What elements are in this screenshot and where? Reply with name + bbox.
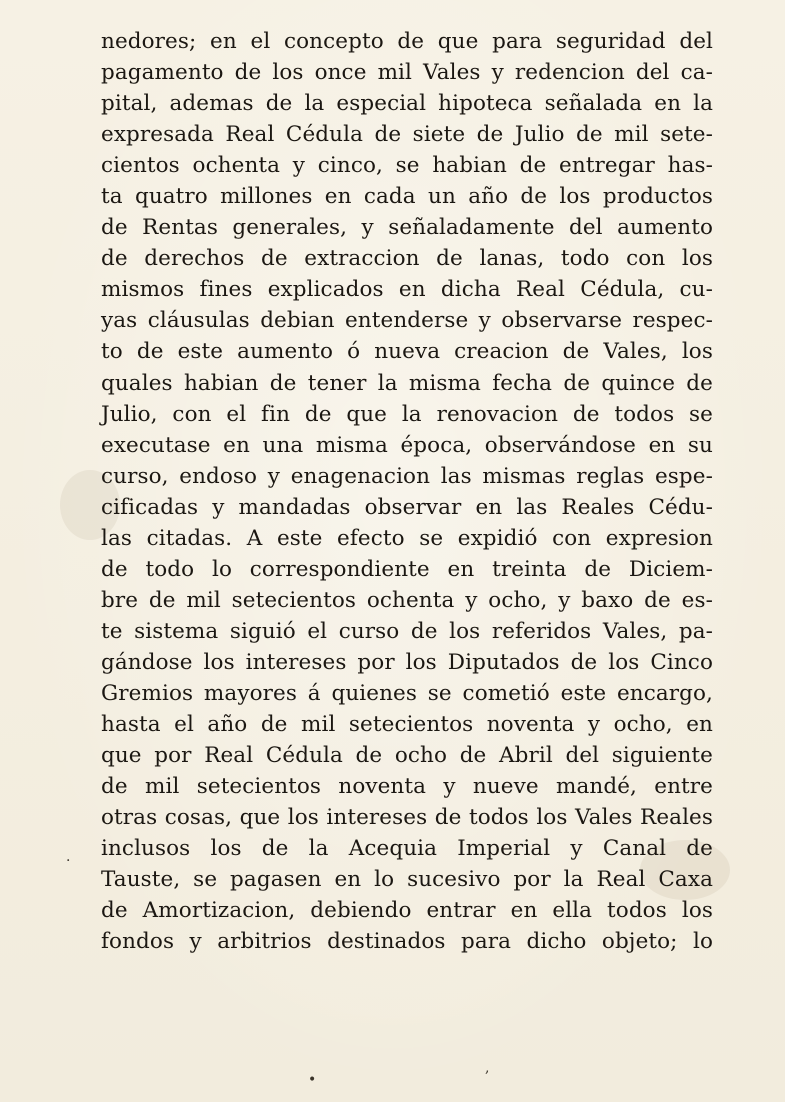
text-line: executase en una misma época, observándose en su	[101, 432, 713, 458]
text-line: de Amortizacion, debiendo entrar en ella todos los	[101, 898, 713, 924]
text-line: yas cláusulas debian entenderse y observarse respec-	[101, 308, 713, 334]
text-line: nedores; en el concepto de que para seguridad del	[101, 29, 713, 54]
text-line: de Rentas generales, y señaladamente del aumento	[101, 215, 713, 241]
text-line: mismos fines explicados en dicha Real Cédula, cu-	[101, 277, 713, 303]
text-line: pagamento de los once mil Vales y redencion del ca-	[101, 60, 713, 86]
text-line: te sistema siguió el curso de los referidos Vales, pa-	[101, 618, 713, 644]
text-line: de derechos de extraccion de lanas, todo con los	[101, 246, 713, 272]
text-line: pital, ademas de la especial hipoteca señalada en la	[101, 91, 713, 117]
text-line: hasta el año de mil setecientos noventa y ocho, en	[101, 712, 713, 738]
text-line: de mil setecientos noventa y nueve mandé, entre	[101, 774, 713, 800]
text-line: fondos y arbitrios destinados para dicho objeto; lo	[101, 929, 713, 955]
text-line: Gremios mayores á quienes se cometió este encargo,	[101, 680, 713, 706]
text-line: Tauste, se pagasen en lo sucesivo por la Real Caxa	[101, 867, 713, 893]
body-text	[101, 26, 713, 957]
text-line: de todo lo correspondiente en treinta de Diciem-	[101, 556, 713, 582]
text-line: las citadas. A este efecto se expidió con expresion	[101, 525, 713, 551]
text-line: expresada Real Cédula de siete de Julio de mil sete-	[101, 122, 713, 148]
text-line: bre de mil setecientos ochenta y ocho, y baxo de es-	[101, 587, 713, 613]
text-line: cificadas y mandadas observar en las Reales Cédu-	[101, 494, 713, 520]
text-line: to de este aumento ó nueva creacion de Vales, los	[101, 339, 713, 365]
text-line: otras cosas, que los intereses de todos los Vales Reales	[101, 805, 713, 831]
ink-speck: ,	[485, 1060, 490, 1076]
text-line: que por Real Cédula de ocho de Abril del siguiente	[101, 743, 713, 769]
ink-speck: ·	[66, 853, 71, 869]
text-line: curso, endoso y enagenacion las mismas reglas espe-	[101, 463, 713, 489]
text-line: ta quatro millones en cada un año de los productos	[101, 184, 713, 210]
text-line: inclusos los de la Acequia Imperial y Canal de	[101, 836, 713, 862]
text-line: quales habian de tener la misma fecha de quince de	[101, 370, 713, 396]
text-line: Julio, con el fin de que la renovacion de todos se	[101, 401, 713, 427]
text-line: gándose los intereses por los Diputados de los Cinco	[101, 649, 713, 675]
text-line: cientos ochenta y cinco, se habian de entregar has-	[101, 153, 713, 179]
ink-speck: •	[308, 1072, 317, 1088]
